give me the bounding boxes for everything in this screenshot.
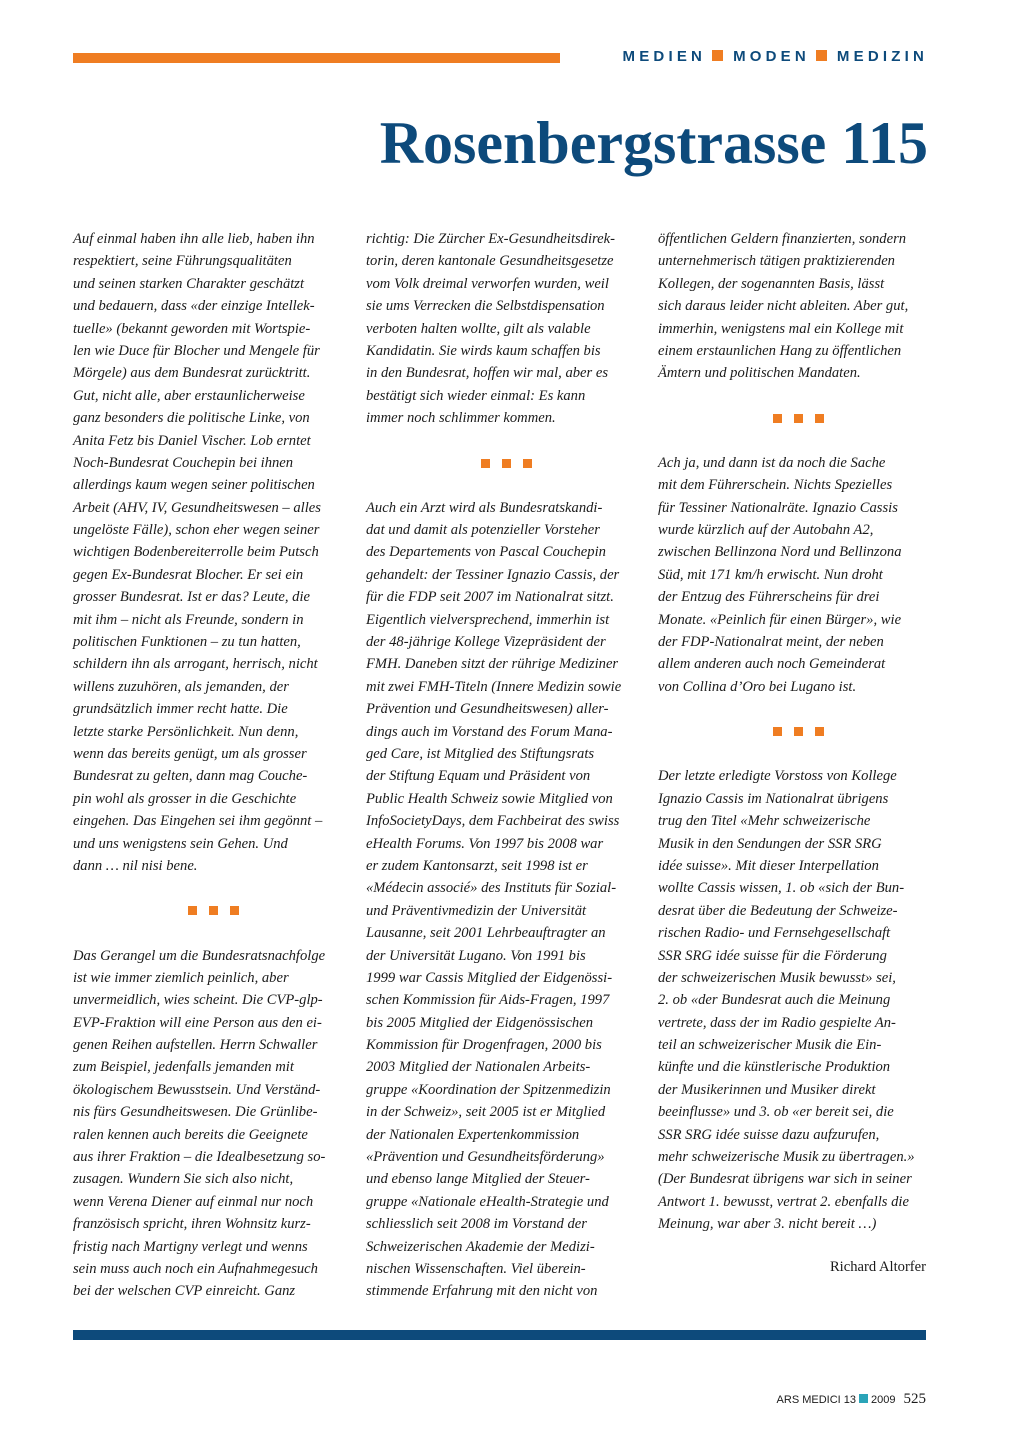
text-line: unvermeidlich, wies scheint. Die CVP-glp- <box>73 992 323 1009</box>
section-header <box>623 48 928 65</box>
text-line: Mörgele) aus dem Bundesrat zurücktritt. <box>73 365 311 382</box>
section-break-squares <box>658 698 938 765</box>
text-line: sie ums Verrecken die Selbstdispensation <box>366 298 605 315</box>
text-line: grosser Bundesrat. Ist er das? Leute, die <box>73 589 310 606</box>
text-line: ökologischem Bewusstsein. Und Verständ- <box>73 1081 321 1098</box>
text-line: verboten halten wollte, gilt als valable <box>366 320 591 337</box>
text-line: sich daraus leider nicht ableiten. Aber gut, <box>658 298 909 315</box>
text-line: wenn das bereits genügt, um als grosser <box>73 745 307 762</box>
text-line: ged Care, ist Mitglied des Stiftungsrats <box>366 746 595 762</box>
page-footer <box>777 1391 926 1408</box>
text-line: wurde kürzlich auf der Autobahn A2, <box>658 522 874 539</box>
text-line: Schweizerischen Akademie der Medizi- <box>366 1238 595 1255</box>
text-line: schliesslich seit 2008 im Vorstand der <box>366 1216 587 1233</box>
text-line: gegen Ex-Bundesrat Blocher. Er sei ein <box>73 566 304 583</box>
text-line: der 48-jährige Kollege Vizepräsident der <box>366 634 606 651</box>
text-line: InfoSocietyDays, dem Fachbeirat des swiss <box>366 813 620 830</box>
text-line: Antwort 1. bewusst, vertrat 2. ebenfalls die <box>658 1193 909 1210</box>
text-column-3 <box>658 228 938 1236</box>
text-line: idée suisse». Mit dieser Interpellation <box>658 857 879 874</box>
orange-square-icon <box>794 727 803 736</box>
text-line: richtig: Die Zürcher Ex-Gesundheitsdirek- <box>366 231 615 247</box>
text-line: genen Reihen aufstellen. Herrn Schwaller <box>73 1037 318 1054</box>
orange-square-icon <box>230 906 239 915</box>
text-line: zusagen. Wundern Sie sich also nicht, <box>73 1171 294 1188</box>
text-line: der schweizerischen Musik bewusst» sei, <box>658 969 896 986</box>
text-line: fristig nach Martigny verlegt und wenns <box>73 1238 308 1255</box>
text-line: in den Bundesrat, hoffen wir mal, aber es <box>366 365 608 382</box>
text-line: schen Kommission für Aids-Fragen, 1997 <box>366 992 610 1009</box>
text-line: künfte und die künstlerische Produktion <box>658 1059 891 1076</box>
text-line: torin, deren kantonale Gesundheitsgesetze <box>366 253 614 270</box>
text-line: immerhin, wenigstens mal ein Kollege mit <box>658 320 904 337</box>
text-line: respektiert, seine Führungsqualitäten <box>73 253 292 270</box>
section-separator-square <box>816 50 827 61</box>
text-line: der Entzug des Führerscheins für drei <box>658 589 880 606</box>
text-line: und bedauern, dass «der einzige Intellek- <box>73 298 315 315</box>
text-line: mehr schweizerische Musik zu übertragen.» <box>658 1149 915 1166</box>
text-line: dat und damit als potenzieller Vorsteher <box>366 522 600 539</box>
text-line: (Der Bundesrat übrigens war sich in seiner <box>658 1171 912 1188</box>
text-line: Meinung, war aber 3. nicht bereit …) <box>658 1216 877 1233</box>
text-line: SSR SRG idée suisse für die Förderung <box>658 947 887 964</box>
text-line: Anita Fetz bis Daniel Vischer. Lob erntet <box>73 432 311 449</box>
text-line: wichtigen Bodenbereiterrolle beim Putsch <box>73 544 319 561</box>
text-line: len wie Duce für Blocher und Mengele für <box>73 342 320 359</box>
text-line: 1999 war Cassis Mitglied der Eidgenössi- <box>366 969 613 986</box>
text-line: Auf einmal haben ihn alle lieb, haben ihn <box>73 231 315 247</box>
text-line: beeinflusse» und 3. ob «er bereit sei, die <box>658 1104 894 1121</box>
text-line: einem erstaunlichen Hang zu öffentlichen <box>658 342 902 359</box>
bottom-rule-bar <box>73 1330 926 1340</box>
text-line: zwischen Bellinzona Nord und Bellinzona <box>658 544 902 561</box>
orange-square-icon <box>773 414 782 423</box>
orange-square-icon <box>773 727 782 736</box>
top-accent-bar <box>73 53 560 63</box>
section-break-squares <box>658 385 938 452</box>
text-line: SSR SRG idée suisse dazu aufzurufen, <box>658 1126 880 1143</box>
text-line: und Präventivmedizin der Universität <box>366 902 587 919</box>
text-line: Bundesrat zu gelten, dann mag Couche- <box>73 768 308 785</box>
journal-name: ARS MEDICI 13 <box>776 1394 857 1406</box>
text-line: aus ihrer Fraktion – die Idealbesetzung so- <box>73 1149 326 1166</box>
text-line: grundsätzlich immer recht hatte. Die <box>73 701 288 718</box>
text-line: der FDP-Nationalrat meint, der neben <box>658 634 884 651</box>
text-line: der Musikerinnen und Musiker direkt <box>658 1081 876 1098</box>
orange-square-icon <box>502 459 511 468</box>
orange-square-icon <box>523 459 532 468</box>
text-column-2 <box>366 228 646 1303</box>
text-line: «Médecin associé» des Instituts für Sozial- <box>366 880 617 897</box>
text-line: allem anderen auch noch Gemeinderat <box>658 656 886 673</box>
text-line: politischen Funktionen – zu tun hatten, <box>73 634 301 651</box>
orange-square-icon <box>188 906 197 915</box>
text-line: eHealth Forums. Von 1997 bis 2008 war <box>366 835 604 852</box>
text-line: der Stiftung Equam und Präsident von <box>366 768 591 785</box>
text-line: pin wohl als grosser in die Geschichte <box>73 790 297 807</box>
text-line: unternehmerisch tätigen praktizierenden <box>658 253 895 270</box>
text-line: Ach ja, und dann ist da noch die Sache <box>658 454 886 471</box>
text-line: wollte Cassis wissen, 1. ob «sich der Bun- <box>658 880 905 897</box>
text-line: EVP-Fraktion will eine Person aus den ei- <box>73 1014 322 1031</box>
text-line: Kollegen, der sogenannten Basis, lässt <box>658 275 885 292</box>
orange-square-icon <box>815 414 824 423</box>
text-line: zum Beispiel, jedenfalls jemanden mit <box>73 1059 294 1076</box>
text-line: nis fürs Gesundheitswesen. Die Grünlibe- <box>73 1104 318 1121</box>
text-line: und ebenso lange Mitglied der Steuer- <box>366 1171 590 1188</box>
text-line: Public Health Schweiz sowie Mitglied von <box>366 790 613 807</box>
text-line: 2003 Mitglied der Nationalen Arbeits- <box>366 1059 591 1076</box>
orange-square-icon <box>815 727 824 736</box>
orange-square-icon <box>794 414 803 423</box>
text-line: Kandidatin. Sie wirds kaum schaffen bis <box>366 342 601 359</box>
text-line: bestätigt sich wieder einmal: Es kann <box>366 387 586 404</box>
text-line: immer noch schlimmer kommen. <box>366 410 556 427</box>
text-line: Ämtern und politischen Mandaten. <box>658 365 861 382</box>
orange-square-icon <box>209 906 218 915</box>
section-break-squares <box>73 877 353 944</box>
article-title: Rosenbergstrasse 115 <box>379 110 928 176</box>
text-line: ralen kennen auch bereits die Geeignete <box>73 1126 308 1143</box>
text-line: willens zuzuhören, als jemanden, der <box>73 678 289 695</box>
text-line: allerdings kaum wegen seiner politischen <box>73 477 315 494</box>
section-separator-square <box>712 50 723 61</box>
author-name: Richard Altorfer <box>829 1259 926 1275</box>
text-line: nischen Wissenschaften. Viel überein- <box>366 1260 586 1277</box>
text-line: desrat über die Bedeutung der Schweize- <box>658 902 898 919</box>
section-break-squares <box>366 430 646 497</box>
text-line: der Nationalen Expertenkommission <box>366 1126 580 1143</box>
text-line: Noch-Bundesrat Couchepin bei ihnen <box>73 454 294 471</box>
text-line: der Universität Lugano. Von 1991 bis <box>366 947 586 964</box>
text-line: für Tessiner Nationalräte. Ignazio Cassis <box>658 499 898 516</box>
text-line: Arbeit (AHV, IV, Gesundheitswesen – alles <box>73 499 321 516</box>
text-line: stimmende Erfahrung mit den nicht von <box>366 1283 598 1300</box>
text-line: sein muss auch noch ein Aufnahmegesuch <box>73 1260 318 1277</box>
text-line: ungelöste Fälle), schon eher wegen seiner <box>73 522 320 539</box>
text-line: Der letzte erledigte Vorstoss von Kollege <box>658 768 897 785</box>
section-word-medizin: MEDIZIN <box>836 48 928 65</box>
text-line: letzte starke Persönlichkeit. Nun denn, <box>73 723 299 740</box>
text-line: schildern ihn als arrogant, herrisch, nicht <box>73 656 318 673</box>
section-word-medien: MEDIEN <box>622 48 707 65</box>
text-line: Monate. «Peinlich für einen Bürger», wie <box>658 611 902 628</box>
text-line: gruppe «Nationale eHealth-Strategie und <box>366 1193 609 1210</box>
text-line: Auch ein Arzt wird als Bundesratskandi- <box>366 499 603 516</box>
text-line: eingehen. Das Eingehen sei ihm gegönnt – <box>73 813 323 830</box>
text-line: französisch spricht, ihren Wohnsitz kurz- <box>73 1216 311 1233</box>
text-line: Kommission für Drogenfragen, 2000 bis <box>366 1037 602 1054</box>
text-line: dings auch im Vorstand des Forum Mana- <box>366 723 613 740</box>
text-line: Gut, nicht alle, aber erstaunlicherweise <box>73 387 305 404</box>
text-line: Ignazio Cassis im Nationalrat übrigens <box>658 790 889 807</box>
text-line: von Collina d’Oro bei Lugano ist. <box>658 678 857 695</box>
text-line: für die FDP seit 2007 im Nationalrat sitzt. <box>366 589 614 606</box>
text-line: mit dem Führerschein. Nichts Spezielles <box>658 477 893 494</box>
text-column-1 <box>73 228 353 1303</box>
text-line: er zudem Kantonsarzt, seit 1998 ist er <box>366 857 588 874</box>
text-line: mit zwei FMH-Titeln (Innere Medizin sowie <box>366 678 622 695</box>
text-line: vertrete, dass der im Radio gespielte An- <box>658 1014 896 1031</box>
footer-square-icon <box>859 1394 868 1403</box>
text-line: 2. ob «der Bundesrat auch die Meinung <box>658 992 891 1009</box>
page-number: 525 <box>903 1391 926 1407</box>
text-line: Lausanne, seit 2001 Lehrbeauftragter an <box>366 925 606 942</box>
text-line: Eigentlich vielversprechend, immerhin ist <box>366 611 610 628</box>
text-line: rischen Radio- und Fernsehgesellschaft <box>658 925 891 942</box>
text-line: Süd, mit 171 km/h erwischt. Nun droht <box>658 566 883 583</box>
text-line: ganz besonders die politische Linke, von <box>73 410 310 427</box>
journal-year: 2009 <box>871 1394 896 1406</box>
text-line: vom Volk dreimal verworfen wurden, weil <box>366 275 609 292</box>
text-line: «Prävention und Gesundheitsförderung» <box>366 1149 605 1166</box>
text-line: Das Gerangel um die Bundesratsnachfolge <box>73 947 326 964</box>
text-line: und uns wenigstens sein Gehen. Und <box>73 835 288 852</box>
text-line: und seinen starken Charakter geschätzt <box>73 275 305 292</box>
text-line: gruppe «Koordination der Spitzenmedizin <box>366 1081 611 1098</box>
text-line: mit ihm – nicht als Freunde, sondern in <box>73 611 304 628</box>
text-line: in der Schweiz», seit 2005 ist er Mitglied <box>366 1104 606 1121</box>
orange-square-icon <box>481 459 490 468</box>
text-line: ist wie immer ziemlich peinlich, aber <box>73 969 289 986</box>
text-line: FMH. Daneben sitzt der rührige Mediziner <box>366 656 619 673</box>
text-line: tuelle» (bekannt geworden mit Wortspie- <box>73 320 311 337</box>
text-line: trug den Titel «Mehr schweizerische <box>658 813 871 830</box>
text-line: öffentlichen Geldern finanzierten, sondern <box>658 231 907 247</box>
section-word-moden: MODEN <box>733 48 810 65</box>
text-line: teil an schweizerischer Musik die Ein- <box>658 1037 882 1054</box>
text-line: bei der welschen CVP einreicht. Ganz <box>73 1283 296 1300</box>
text-line: bis 2005 Mitglied der Eidgenössischen <box>366 1014 593 1031</box>
text-line: gehandelt: der Tessiner Ignazio Cassis, der <box>366 566 620 583</box>
text-line: Prävention und Gesundheitswesen) aller- <box>366 701 609 718</box>
text-line: dann … nil nisi bene. <box>73 857 198 874</box>
text-line: des Departements von Pascal Couchepin <box>366 544 606 561</box>
text-line: wenn Verena Diener auf einmal nur noch <box>73 1193 314 1210</box>
text-line: Musik in den Sendungen der SSR SRG <box>658 835 882 852</box>
